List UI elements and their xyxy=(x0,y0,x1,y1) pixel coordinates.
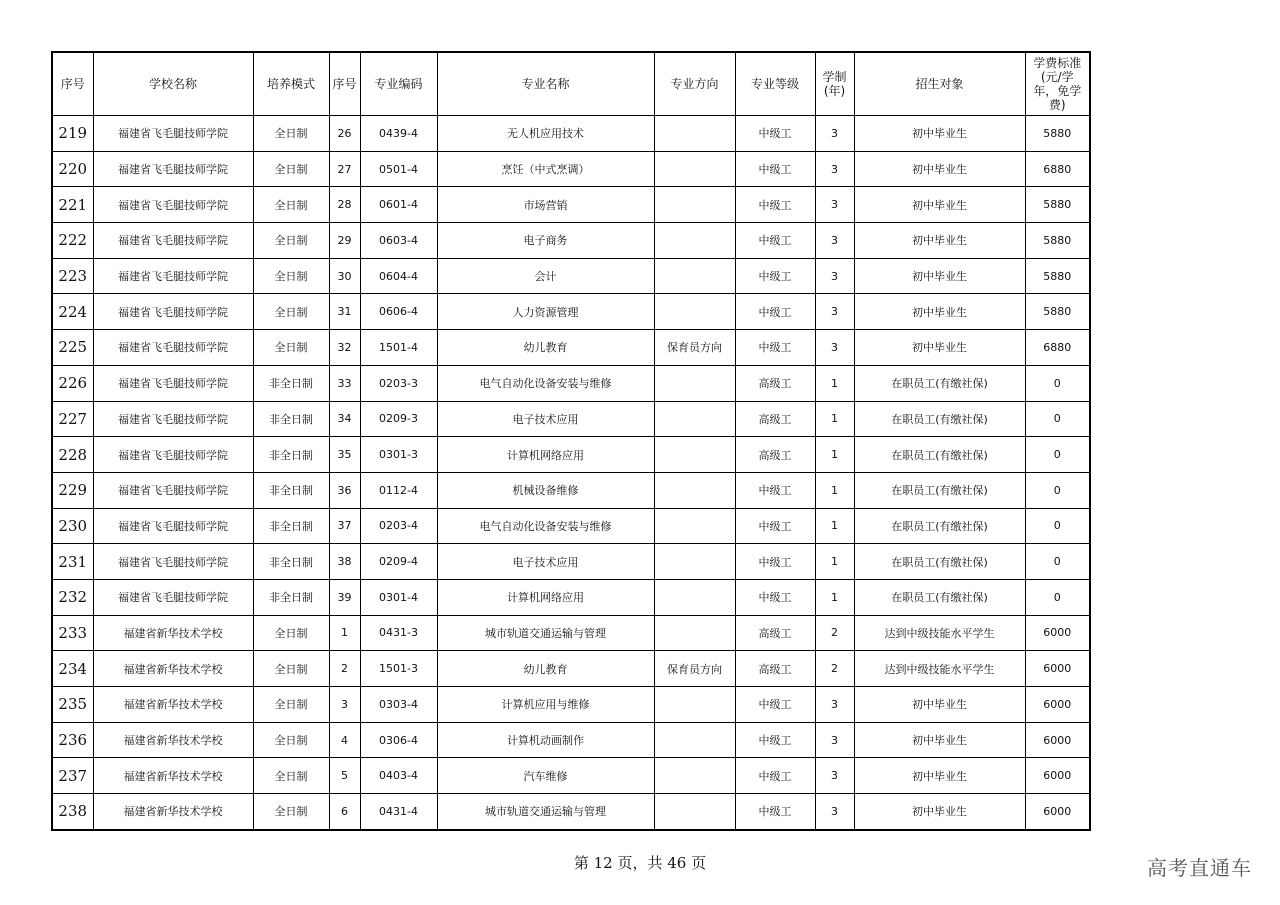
mode-cell: 全日制 xyxy=(253,151,329,187)
fee-cell: 0 xyxy=(1025,401,1090,437)
major-code-cell: 0439-4 xyxy=(360,116,437,152)
direction-cell xyxy=(654,258,735,294)
seq-cell: 6 xyxy=(329,794,360,830)
mode-cell: 全日制 xyxy=(253,294,329,330)
seq-cell: 29 xyxy=(329,223,360,259)
major-code-cell: 0112-4 xyxy=(360,472,437,508)
direction-cell xyxy=(654,401,735,437)
mode-cell: 全日制 xyxy=(253,758,329,794)
school-name-cell: 福建省新华技术学校 xyxy=(93,687,253,723)
table-row xyxy=(52,722,1090,758)
major-name-cell: 计算机网络应用 xyxy=(437,437,654,473)
major-code-cell: 1501-4 xyxy=(360,330,437,366)
fee-cell: 5880 xyxy=(1025,223,1090,259)
fee-cell: 6880 xyxy=(1025,330,1090,366)
table-row xyxy=(52,116,1090,152)
years-cell: 3 xyxy=(815,116,854,152)
target-cell: 初中毕业生 xyxy=(854,151,1025,187)
years-cell: 3 xyxy=(815,151,854,187)
target-cell: 在职员工(有缴社保) xyxy=(854,472,1025,508)
target-cell: 初中毕业生 xyxy=(854,794,1025,830)
table-row xyxy=(52,330,1090,366)
row-index-cell: 219 xyxy=(52,116,93,152)
direction-cell xyxy=(654,508,735,544)
table-row xyxy=(52,472,1090,508)
major-name-cell: 电气自动化设备安装与维修 xyxy=(437,508,654,544)
major-name-cell: 幼儿教育 xyxy=(437,651,654,687)
row-index-cell: 223 xyxy=(52,258,93,294)
table-row xyxy=(52,615,1090,651)
major-name-cell: 市场营销 xyxy=(437,187,654,223)
years-cell: 1 xyxy=(815,401,854,437)
header-fee: 学费标准 (元/学 年，免学 费) xyxy=(1025,52,1090,116)
header-school: 学校名称 xyxy=(93,52,253,116)
watermark-logo: 高考直通车 xyxy=(1147,856,1252,880)
row-index-cell: 229 xyxy=(52,472,93,508)
major-name-cell: 汽车维修 xyxy=(437,758,654,794)
header-code: 专业编码 xyxy=(360,52,437,116)
header-row xyxy=(52,52,1090,116)
header-years: 学制 (年) xyxy=(815,52,854,116)
years-cell: 3 xyxy=(815,722,854,758)
school-name-cell: 福建省飞毛腿技师学院 xyxy=(93,401,253,437)
years-cell: 3 xyxy=(815,223,854,259)
target-cell: 在职员工(有缴社保) xyxy=(854,544,1025,580)
table-row xyxy=(52,794,1090,830)
mode-cell: 全日制 xyxy=(253,116,329,152)
major-code-cell: 0301-4 xyxy=(360,579,437,615)
level-cell: 中级工 xyxy=(735,330,815,366)
mode-cell: 非全日制 xyxy=(253,401,329,437)
target-cell: 在职员工(有缴社保) xyxy=(854,579,1025,615)
years-cell: 2 xyxy=(815,615,854,651)
years-cell: 3 xyxy=(815,330,854,366)
major-code-cell: 0209-3 xyxy=(360,401,437,437)
major-name-cell: 机械设备维修 xyxy=(437,472,654,508)
years-cell: 3 xyxy=(815,794,854,830)
mode-cell: 全日制 xyxy=(253,687,329,723)
fee-cell: 6000 xyxy=(1025,722,1090,758)
years-cell: 1 xyxy=(815,437,854,473)
mode-cell: 全日制 xyxy=(253,615,329,651)
years-cell: 1 xyxy=(815,472,854,508)
fee-cell: 6000 xyxy=(1025,615,1090,651)
seq-cell: 1 xyxy=(329,615,360,651)
major-code-cell: 0603-4 xyxy=(360,223,437,259)
school-name-cell: 福建省新华技术学校 xyxy=(93,615,253,651)
fee-cell: 5880 xyxy=(1025,116,1090,152)
school-name-cell: 福建省飞毛腿技师学院 xyxy=(93,330,253,366)
years-cell: 3 xyxy=(815,758,854,794)
target-cell: 初中毕业生 xyxy=(854,223,1025,259)
table-row xyxy=(52,187,1090,223)
fee-cell: 6880 xyxy=(1025,151,1090,187)
fee-cell: 6000 xyxy=(1025,794,1090,830)
level-cell: 中级工 xyxy=(735,151,815,187)
direction-cell: 保育员方向 xyxy=(654,330,735,366)
fee-cell: 6000 xyxy=(1025,758,1090,794)
seq-cell: 2 xyxy=(329,651,360,687)
major-code-cell: 0203-4 xyxy=(360,508,437,544)
major-code-cell: 0604-4 xyxy=(360,258,437,294)
major-name-cell: 电子商务 xyxy=(437,223,654,259)
years-cell: 2 xyxy=(815,651,854,687)
mode-cell: 全日制 xyxy=(253,330,329,366)
fee-cell: 5880 xyxy=(1025,294,1090,330)
major-name-cell: 计算机动画制作 xyxy=(437,722,654,758)
school-name-cell: 福建省飞毛腿技师学院 xyxy=(93,579,253,615)
school-name-cell: 福建省飞毛腿技师学院 xyxy=(93,151,253,187)
direction-cell xyxy=(654,687,735,723)
seq-cell: 3 xyxy=(329,687,360,723)
header-seq2: 序号 xyxy=(329,52,360,116)
fee-cell: 0 xyxy=(1025,437,1090,473)
level-cell: 高级工 xyxy=(735,365,815,401)
header-target: 招生对象 xyxy=(854,52,1025,116)
school-name-cell: 福建省飞毛腿技师学院 xyxy=(93,508,253,544)
row-index-cell: 231 xyxy=(52,544,93,580)
direction-cell xyxy=(654,794,735,830)
header-seq: 序号 xyxy=(52,52,93,116)
major-code-cell: 0403-4 xyxy=(360,758,437,794)
table-row xyxy=(52,258,1090,294)
school-name-cell: 福建省新华技术学校 xyxy=(93,651,253,687)
row-index-cell: 232 xyxy=(52,579,93,615)
table-row xyxy=(52,579,1090,615)
direction-cell xyxy=(654,187,735,223)
direction-cell: 保育员方向 xyxy=(654,651,735,687)
level-cell: 中级工 xyxy=(735,758,815,794)
level-cell: 中级工 xyxy=(735,116,815,152)
major-name-cell: 城市轨道交通运输与管理 xyxy=(437,615,654,651)
row-index-cell: 221 xyxy=(52,187,93,223)
header-major: 专业名称 xyxy=(437,52,654,116)
direction-cell xyxy=(654,615,735,651)
seq-cell: 4 xyxy=(329,722,360,758)
table-row xyxy=(52,151,1090,187)
table-body xyxy=(52,116,1090,830)
row-index-cell: 220 xyxy=(52,151,93,187)
school-name-cell: 福建省飞毛腿技师学院 xyxy=(93,294,253,330)
seq-cell: 36 xyxy=(329,472,360,508)
major-name-cell: 计算机网络应用 xyxy=(437,579,654,615)
fee-cell: 0 xyxy=(1025,544,1090,580)
level-cell: 中级工 xyxy=(735,294,815,330)
mode-cell: 非全日制 xyxy=(253,579,329,615)
years-cell: 3 xyxy=(815,687,854,723)
level-cell: 中级工 xyxy=(735,187,815,223)
major-name-cell: 电气自动化设备安装与维修 xyxy=(437,365,654,401)
major-name-cell: 会计 xyxy=(437,258,654,294)
years-cell: 3 xyxy=(815,187,854,223)
mode-cell: 全日制 xyxy=(253,722,329,758)
table-row xyxy=(52,223,1090,259)
seq-cell: 38 xyxy=(329,544,360,580)
row-index-cell: 222 xyxy=(52,223,93,259)
major-code-cell: 0203-3 xyxy=(360,365,437,401)
target-cell: 达到中级技能水平学生 xyxy=(854,651,1025,687)
table-row xyxy=(52,651,1090,687)
header-mode: 培养模式 xyxy=(253,52,329,116)
direction-cell xyxy=(654,758,735,794)
major-code-cell: 0209-4 xyxy=(360,544,437,580)
header-direction: 专业方向 xyxy=(654,52,735,116)
header-level: 专业等级 xyxy=(735,52,815,116)
mode-cell: 非全日制 xyxy=(253,472,329,508)
row-index-cell: 224 xyxy=(52,294,93,330)
mode-cell: 全日制 xyxy=(253,258,329,294)
row-index-cell: 234 xyxy=(52,651,93,687)
school-name-cell: 福建省飞毛腿技师学院 xyxy=(93,116,253,152)
table-row xyxy=(52,437,1090,473)
seq-cell: 39 xyxy=(329,579,360,615)
fee-cell: 5880 xyxy=(1025,187,1090,223)
fee-cell: 6000 xyxy=(1025,687,1090,723)
level-cell: 高级工 xyxy=(735,437,815,473)
target-cell: 初中毕业生 xyxy=(854,187,1025,223)
mode-cell: 全日制 xyxy=(253,651,329,687)
major-name-cell: 城市轨道交通运输与管理 xyxy=(437,794,654,830)
level-cell: 中级工 xyxy=(735,223,815,259)
table-row xyxy=(52,365,1090,401)
major-code-cell: 0501-4 xyxy=(360,151,437,187)
major-code-cell: 0601-4 xyxy=(360,187,437,223)
table-row xyxy=(52,687,1090,723)
school-name-cell: 福建省新华技术学校 xyxy=(93,794,253,830)
major-name-cell: 电子技术应用 xyxy=(437,401,654,437)
major-name-cell: 计算机应用与维修 xyxy=(437,687,654,723)
school-name-cell: 福建省飞毛腿技师学院 xyxy=(93,544,253,580)
enrollment-table xyxy=(51,51,1091,831)
mode-cell: 全日制 xyxy=(253,187,329,223)
target-cell: 初中毕业生 xyxy=(854,722,1025,758)
school-name-cell: 福建省飞毛腿技师学院 xyxy=(93,472,253,508)
row-index-cell: 235 xyxy=(52,687,93,723)
table-row xyxy=(52,544,1090,580)
mode-cell: 非全日制 xyxy=(253,437,329,473)
years-cell: 1 xyxy=(815,365,854,401)
target-cell: 在职员工(有缴社保) xyxy=(854,401,1025,437)
direction-cell xyxy=(654,294,735,330)
seq-cell: 28 xyxy=(329,187,360,223)
years-cell: 1 xyxy=(815,544,854,580)
major-name-cell: 人力资源管理 xyxy=(437,294,654,330)
major-code-cell: 1501-3 xyxy=(360,651,437,687)
seq-cell: 31 xyxy=(329,294,360,330)
seq-cell: 32 xyxy=(329,330,360,366)
seq-cell: 37 xyxy=(329,508,360,544)
seq-cell: 30 xyxy=(329,258,360,294)
level-cell: 高级工 xyxy=(735,651,815,687)
row-index-cell: 227 xyxy=(52,401,93,437)
level-cell: 高级工 xyxy=(735,401,815,437)
mode-cell: 非全日制 xyxy=(253,365,329,401)
page-footer: 第 12 页，共 46 页 xyxy=(573,854,707,872)
major-code-cell: 0303-4 xyxy=(360,687,437,723)
years-cell: 1 xyxy=(815,579,854,615)
fee-cell: 5880 xyxy=(1025,258,1090,294)
row-index-cell: 237 xyxy=(52,758,93,794)
major-code-cell: 0301-3 xyxy=(360,437,437,473)
direction-cell xyxy=(654,223,735,259)
target-cell: 初中毕业生 xyxy=(854,116,1025,152)
direction-cell xyxy=(654,116,735,152)
target-cell: 在职员工(有缴社保) xyxy=(854,508,1025,544)
table-row xyxy=(52,401,1090,437)
level-cell: 中级工 xyxy=(735,794,815,830)
fee-cell: 0 xyxy=(1025,579,1090,615)
row-index-cell: 233 xyxy=(52,615,93,651)
direction-cell xyxy=(654,151,735,187)
table-row xyxy=(52,758,1090,794)
school-name-cell: 福建省飞毛腿技师学院 xyxy=(93,223,253,259)
target-cell: 初中毕业生 xyxy=(854,687,1025,723)
mode-cell: 非全日制 xyxy=(253,508,329,544)
target-cell: 初中毕业生 xyxy=(854,758,1025,794)
direction-cell xyxy=(654,579,735,615)
row-index-cell: 236 xyxy=(52,722,93,758)
target-cell: 达到中级技能水平学生 xyxy=(854,615,1025,651)
fee-cell: 0 xyxy=(1025,472,1090,508)
direction-cell xyxy=(654,544,735,580)
school-name-cell: 福建省飞毛腿技师学院 xyxy=(93,187,253,223)
fee-cell: 0 xyxy=(1025,365,1090,401)
mode-cell: 全日制 xyxy=(253,223,329,259)
school-name-cell: 福建省飞毛腿技师学院 xyxy=(93,365,253,401)
level-cell: 高级工 xyxy=(735,615,815,651)
target-cell: 初中毕业生 xyxy=(854,258,1025,294)
table-row xyxy=(52,508,1090,544)
target-cell: 初中毕业生 xyxy=(854,330,1025,366)
seq-cell: 35 xyxy=(329,437,360,473)
row-index-cell: 230 xyxy=(52,508,93,544)
seq-cell: 27 xyxy=(329,151,360,187)
major-name-cell: 幼儿教育 xyxy=(437,330,654,366)
school-name-cell: 福建省新华技术学校 xyxy=(93,722,253,758)
level-cell: 中级工 xyxy=(735,508,815,544)
table-row xyxy=(52,294,1090,330)
level-cell: 中级工 xyxy=(735,722,815,758)
target-cell: 在职员工(有缴社保) xyxy=(854,437,1025,473)
level-cell: 中级工 xyxy=(735,579,815,615)
direction-cell xyxy=(654,722,735,758)
row-index-cell: 225 xyxy=(52,330,93,366)
row-index-cell: 228 xyxy=(52,437,93,473)
direction-cell xyxy=(654,437,735,473)
major-code-cell: 0306-4 xyxy=(360,722,437,758)
seq-cell: 26 xyxy=(329,116,360,152)
level-cell: 中级工 xyxy=(735,258,815,294)
major-code-cell: 0431-4 xyxy=(360,794,437,830)
years-cell: 3 xyxy=(815,294,854,330)
mode-cell: 全日制 xyxy=(253,794,329,830)
fee-cell: 6000 xyxy=(1025,651,1090,687)
seq-cell: 33 xyxy=(329,365,360,401)
years-cell: 1 xyxy=(815,508,854,544)
row-index-cell: 238 xyxy=(52,794,93,830)
mode-cell: 非全日制 xyxy=(253,544,329,580)
major-name-cell: 电子技术应用 xyxy=(437,544,654,580)
target-cell: 在职员工(有缴社保) xyxy=(854,365,1025,401)
major-name-cell: 无人机应用技术 xyxy=(437,116,654,152)
level-cell: 中级工 xyxy=(735,544,815,580)
row-index-cell: 226 xyxy=(52,365,93,401)
target-cell: 初中毕业生 xyxy=(854,294,1025,330)
years-cell: 3 xyxy=(815,258,854,294)
seq-cell: 5 xyxy=(329,758,360,794)
direction-cell xyxy=(654,365,735,401)
school-name-cell: 福建省飞毛腿技师学院 xyxy=(93,437,253,473)
fee-cell: 0 xyxy=(1025,508,1090,544)
major-name-cell: 烹饪（中式烹调） xyxy=(437,151,654,187)
level-cell: 中级工 xyxy=(735,687,815,723)
seq-cell: 34 xyxy=(329,401,360,437)
major-code-cell: 0431-3 xyxy=(360,615,437,651)
school-name-cell: 福建省飞毛腿技师学院 xyxy=(93,258,253,294)
direction-cell xyxy=(654,472,735,508)
school-name-cell: 福建省新华技术学校 xyxy=(93,758,253,794)
major-code-cell: 0606-4 xyxy=(360,294,437,330)
level-cell: 中级工 xyxy=(735,472,815,508)
